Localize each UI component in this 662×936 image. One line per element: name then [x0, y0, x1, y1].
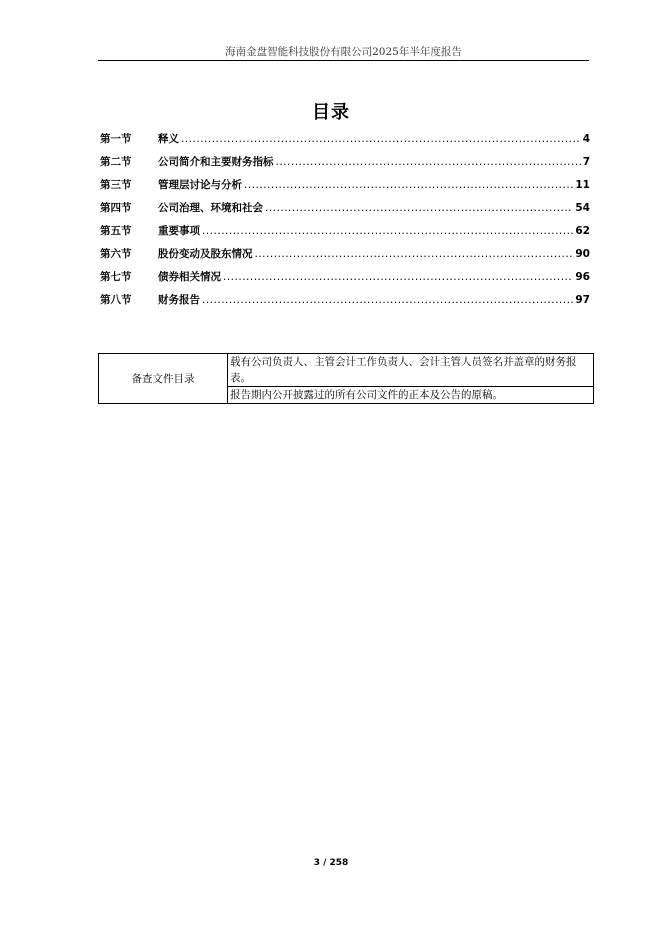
toc-dot-leader	[223, 268, 573, 286]
reference-documents-table	[98, 353, 594, 404]
toc-dot-leader	[181, 130, 581, 148]
toc-dot-leader	[244, 176, 573, 194]
toc-section-number: 第八节	[100, 294, 132, 306]
page-number-footer: 3 / 258	[313, 858, 349, 868]
toc-page-number: 90	[575, 248, 590, 260]
toc-dot-leader	[265, 199, 573, 217]
reference-document-item: 载有公司负责人、主管会计工作负责人、会计主管人员签名并盖章的财务报表。	[228, 354, 594, 387]
toc-section-title: 股份变动及股东情况	[158, 248, 253, 260]
toc-entry[interactable]	[100, 199, 590, 222]
toc-section-number: 第五节	[100, 225, 132, 237]
header-rule	[98, 60, 589, 61]
toc-page-number: 4	[582, 133, 590, 145]
toc-section-number: 第一节	[100, 133, 132, 145]
page-title: 目录	[312, 102, 350, 123]
toc-page-number: 54	[575, 202, 590, 214]
toc-dot-leader	[255, 245, 574, 263]
reference-document-item: 报告期内公开披露过的所有公司文件的正本及公告的原稿。	[228, 387, 594, 404]
table-row	[99, 354, 594, 387]
running-header: 海南金盘智能科技股份有限公司2025年半年度报告	[225, 46, 462, 58]
toc-page-number: 97	[575, 294, 590, 306]
toc-dot-leader	[202, 291, 573, 309]
toc-section-number: 第七节	[100, 271, 132, 283]
toc-section-title: 债券相关情况	[158, 271, 221, 283]
toc-page-number: 62	[575, 225, 590, 237]
toc-page-number: 7	[582, 156, 590, 168]
toc-dot-leader	[202, 222, 573, 240]
toc-section-title: 公司治理、环境和社会	[158, 202, 263, 214]
toc-section-number: 第二节	[100, 156, 132, 168]
toc-entry[interactable]	[100, 222, 590, 245]
toc-entry[interactable]	[100, 291, 590, 314]
toc-section-title: 公司简介和主要财务指标	[158, 156, 274, 168]
toc-page-number: 11	[575, 179, 590, 191]
toc-entry[interactable]	[100, 153, 590, 176]
toc-entry[interactable]	[100, 268, 590, 291]
toc-entry[interactable]	[100, 130, 590, 153]
toc-section-number: 第六节	[100, 248, 132, 260]
toc-dot-leader	[276, 153, 581, 171]
toc-section-title: 管理层讨论与分析	[158, 179, 242, 191]
toc-page-number: 96	[575, 271, 590, 283]
toc-section-title: 财务报告	[158, 294, 200, 306]
toc-section-number: 第三节	[100, 179, 132, 191]
reference-documents-label: 备查文件目录	[99, 354, 228, 404]
toc-entry[interactable]	[100, 245, 590, 268]
toc-section-title: 释义	[158, 133, 179, 145]
table-of-contents	[100, 130, 590, 314]
toc-entry[interactable]	[100, 176, 590, 199]
toc-section-number: 第四节	[100, 202, 132, 214]
toc-section-title: 重要事项	[158, 225, 200, 237]
